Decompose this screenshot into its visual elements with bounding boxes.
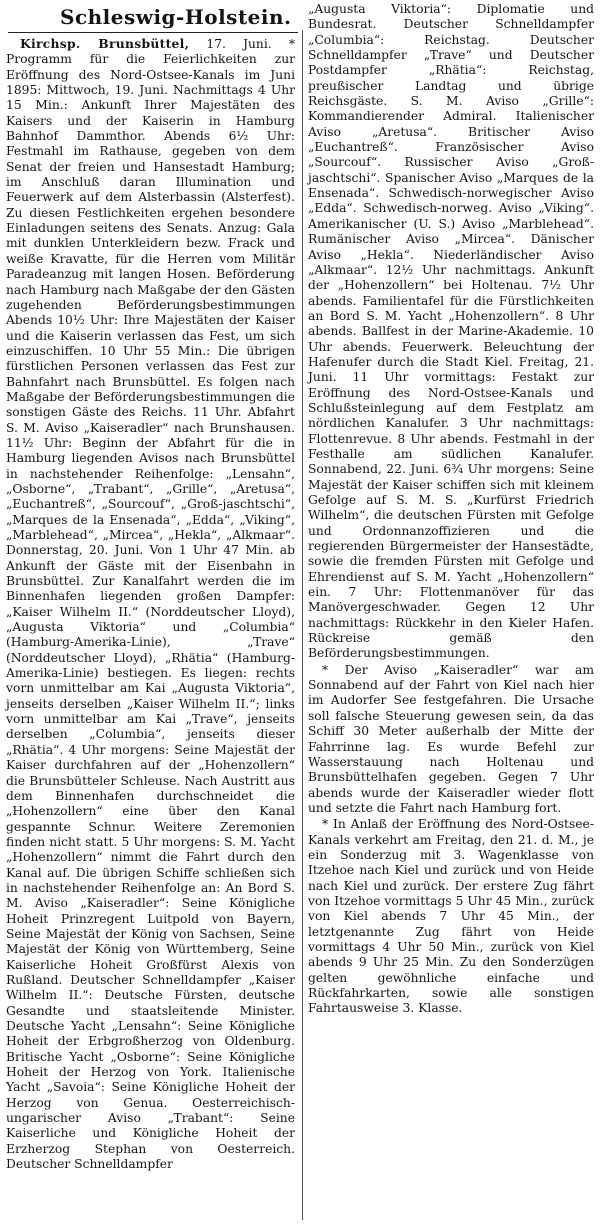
article-program [6,36,295,1172]
section-title: Schleswig-Holstein. [60,5,292,29]
column-divider [302,30,303,1220]
title-underline [8,32,298,33]
program-text: * Programm für die Feierlichkeiten zur Eröffnung des Nord-Ostsee-Kanals im Juni 1895: Mittwoch, 19. Juni. Nachmittags 4 Uhr 15 Min.: Ankunft Ihrer Majestäten des Kaisers und der Kaiserin in Hamburg Bahnhof Dammthor. Abends 6½ Uhr: Festmahl im Rathause, gegeben von dem Senat der freien und Hansestadt Hamburg; im Anschluß daran Illumination und Feuerwerk auf dem Alsterbassin (Alsterfest). Zu diesen Festlichkeiten ergehen besondere Einladungen seitens des Senats. Anzug: Gala mit dunklen Unterkleidern bezw. Frack und weiße Kravatte, für die Herren vom Militär Paradeanzug mit langen Hosen. Beförderung nach Hamburg nach Maßgabe der den Gästen zugehenden Beförderungsbestimmungen Abends 10½ Uhr: Ihre Majestäten der Kaiser und die Kaiserin verlassen das Fest, um sich einzuschiffen. 10 Uhr 55 Min.: Die übrigen fürstlichen Personen verlassen das Fest zur Bahnfahrt nach Brunsbüttel. Es folgen nach Maßgabe der Beförderungsbestimmungen die sonstigen Gäste des Reichs. 11 Uhr. Abfahrt S. M. Aviso „Kaiseradler“ nach Brunshausen. 11½ Uhr: Beginn der Abfahrt für die in Hamburg liegenden Avisos nach Brunsbüttel in nachstehender Reihenfolge: „Lensahn“, „Osborne“, „Trabant“, „Grille“, „Aretusa“, „Euchantreß“, „Sourcouf“, „Groß-jaschtschi“, „Marques de la Ensenada“, „Edda“, „Viking“, „Marblehead“, „Mircea“, „Hekla“, „Alkmaar“. Donnerstag, 20. Juni. Von 1 Uhr 47 Min. ab Ankunft der Gäste mit der Eisenbahn in Brunsbüttel. Zur Kanalfahrt werden die im Binnenhafen liegenden großen Dampfer: „Kaiser Wilhelm II.“ (Norddeutscher Lloyd), „Augusta Viktoria“ und „Columbia“ (Hamburg-Amerika-Linie), „Trave“ (Norddeutscher Lloyd), „Rhätia“ (Hamburg-Amerika-Linie) bestiegen. Es liegen: rechts vorn unmittelbar am Kai „Augusta Viktoria“, jenseits derselben „Kaiser Wilhelm II.“; links vorn unmittelbar am Kai „Trave“, jenseits derselben „Columbia“, jenseits dieser „Rhätia“. 4 Uhr morgens: Seine Majestät der Kaiser durchfahren auf der „Hohenzollern“ die Brunsbütteler Schleuse. Nach Austritt aus dem Binnenhafen durchschneidet die „Hohenzollern“ eine über den Kanal gespannte Schnur. Weitere Zeremonien finden nicht statt. 5 Uhr morgens: S. M. Yacht „Hohenzollern“ nimmt die Fahrt durch den Kanal auf. Die übrigen Schiffe schließen sich in nachstehender Reihenfolge an: An Bord S. M. Aviso „Kaiseradler“: Seine Königliche Hoheit Prinzregent Luitpold von Bayern, Seine Majestät der König von Sachsen, Seine Majestät der König von Württemberg, Seine Kaiserliche Hoheit Großfürst Alexis von Rußland. Deutscher Schnelldampfer „Kaiser Wilhelm II.“: Deutsche Fürsten, deutsche Gesandte und staatsleitende Minister. Deutsche Yacht „Lensahn“: Seine Königliche Hoheit der Erbgroßherzog von Oldenburg. Britische Yacht „Osborne“: Seine Königliche Hoheit der Herzog von York. Italienische Yacht „Savoia“: Seine Königliche Hoheit der Herzog von Genua. Oesterreichisch-ungarischer Aviso „Trabant“: Seine Kaiserliche und Königliche Hoheit der Erzherzog Stephan von Oesterreich. Deutscher Schnelldampfer [6,37,296,1172]
right-column [308,2,594,1017]
article-kaiseradler: * Der Aviso „Kaiseradler“ war am Sonnabend auf der Fahrt von Kiel nach hier im Audorfer See festgefahren. Die Ursache soll falsche Steuerung gewesen sein, da das Schiff 30 Meter außerhalb der Mitte der Fahrrinne lag. Es wurde Befehl zur Wasserstauung nach Holtenau und Brunsbüttelhafen gegeben. Gegen 7 Uhr abends wurde der Kaiseradler wieder flott und setzte die Fahrt nach Hamburg fort. [308,662,594,815]
article-sonderzug: * In Anlaß der Eröffnung des Nord-Ostsee-Kanals verkehrt am Freitag, den 21. d. M., je ein Sonderzug mit 3. Wagenklasse von Itzehoe nach Kiel und zurück und von Heide nach Kiel und zurück. Der erstere Zug fährt von Itzehoe vormittags 5 Uhr 45 Min., zurück von Kiel abends 7 Uhr 45 Min., der letztgenannte Zug fährt von Heide vormittags 4 Uhr 50 Min., zurück von Kiel abends 9 Uhr 25 Min. Zu den Sonderzügen gelten gewöhnliche einfache und Rückfahrkarten, sowie alle sonstigen Fahrtausweise 3. Klasse. [308,817,594,1016]
dateline-date: 17. Juni. [206,37,272,51]
dateline-place: Kirchsp. Brunsbüttel, [20,36,190,51]
left-column [6,36,295,1172]
program-continued: „Augusta Viktoria“: Diplomatie und Bundesrat. Deutscher Schnelldampfer „Columbia“: Reichstag. Deutscher Schnelldampfer „Trave“ und Deutscher Postdampfer „Rhätia“: Reichstag, preußischer Landtag und übrige Reichsgäste. S. M. Aviso „Grille“: Kommandierender Admiral. Italienischer Aviso „Aretusa“. Britischer Aviso „Euchantreß“. Französischer Aviso „Sourcouf“. Russischer Aviso „Groß-jaschtschi“. Spanischer Aviso „Marques de la Ensenada“. Schwedisch-norwegischer Aviso „Edda“. Schwedisch-norweg. Aviso „Viking“. Amerikanischer (U. S.) Aviso „Marblehead“. Rumänischer Aviso „Mircea“. Dänischer Aviso „Hekla“. Niederländischer Aviso „Alkmaar“. 12½ Uhr nachmittags. Ankunft der „Hohenzollern“ bei Holtenau. 7½ Uhr abends. Familientafel für die Fürstlichkeiten an Bord S. M. Yacht „Hohenzollern“. 8 Uhr abends. Ballfest in der Marine-Akademie. 10 Uhr abends. Feuerwerk. Beleuchtung der Hafenufer durch die Stadt Kiel. Freitag, 21. Juni. 11 Uhr vormittags: Festakt zur Eröffnung des Nord-Ostsee-Kanals und Schlußsteinlegung auf dem Festplatz am nördlichen Kanalufer. 3 Uhr nachmittags: Flottenrevue. 8 Uhr abends. Festmahl in der Festhalle am südlichen Kanalufer. Sonnabend, 22. Juni. 6¾ Uhr morgens: Seine Majestät der Kaiser schiffen sich mit kleinem Gefolge auf S. M. S. „Kurfürst Friedrich Wilhelm“, die deutschen Fürsten mit Gefolge und Ordonnanzoffizieren und die regierenden Bürgermeister der Hansestädte, sowie die fremden Fürsten mit Gefolge und Ehrendienst auf S. M. Yacht „Hohenzollern“ ein. 7 Uhr: Flottenmanöver für das Manövergeschwader. Gegen 12 Uhr nachmittags: Rückkehr in den Kieler Hafen. Rückreise gemäß den Beförderungsbestimmungen. [308,2,594,661]
